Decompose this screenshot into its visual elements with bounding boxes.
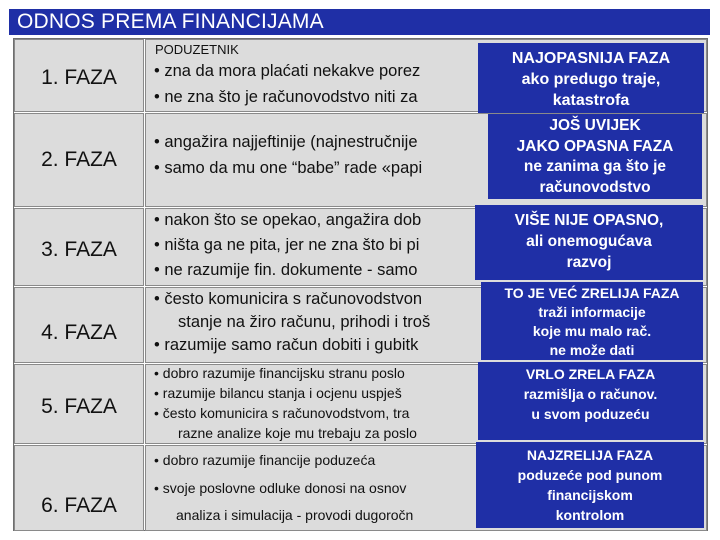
phase-label: 5. FAZA — [14, 364, 144, 444]
callout-line: TO JE VEĆ ZRELIJA FAZA — [504, 285, 680, 301]
phase-label: 6. FAZA — [14, 445, 144, 531]
description-line: • angažira najjeftinije (najnestručnije — [154, 133, 418, 151]
callout-line: u svom poduzeću — [531, 406, 650, 422]
phase-label: 4. FAZA — [14, 287, 144, 363]
callout-line: računovodstvo — [539, 178, 651, 196]
description-line: • često komunicira s računovodstvom, tra — [154, 405, 410, 421]
callout-line: VIŠE NIJE OPASNO, — [514, 212, 664, 229]
description-line: • svoje poslovne odluke donosi na osnov — [154, 480, 407, 496]
description-line: razne analize koje mu trebaju za poslo — [178, 425, 417, 441]
description-line: analiza i simulacija - provodi dugoročn — [176, 507, 414, 523]
phase-5-callout — [478, 362, 703, 440]
description-line: • ništa ga ne pita, jer ne zna što bi pi — [154, 236, 420, 254]
callout-line: koje mu malo rač. — [532, 323, 652, 339]
description-line: • samo da mu one “babe” rade «papi — [154, 159, 423, 177]
description-line: • često komunicira s računovodstvon — [154, 290, 423, 308]
callout-line: ako predugo traje, — [521, 71, 661, 88]
phase-1-callout — [478, 43, 704, 113]
description-line: stanje na žiro računu, prihodi i troš — [178, 313, 431, 331]
description-line: • razumije samo račun dobiti i gubitk — [154, 336, 419, 354]
callout-line: razmišlja o računov. — [523, 386, 658, 402]
phase-label: 3. FAZA — [14, 208, 144, 286]
description-line: • razumije bilancu stanja i ocjenu uspješ — [154, 385, 402, 401]
callout-line: VRLO ZRELA FAZA — [525, 366, 656, 382]
callout-line: poduzeće pod punom — [517, 467, 663, 483]
description-line: • dobro razumije financijsku stranu poslo — [154, 365, 405, 381]
phase-label: 2. FAZA — [14, 113, 144, 207]
description-line: • ne razumije fin. dokumente - samo — [154, 261, 418, 279]
callout-line: razvoj — [566, 254, 612, 271]
slide-title: ODNOS PREMA FINANCIJAMA — [9, 9, 710, 35]
column-header: PODUZETNIK — [155, 42, 239, 57]
description-line: • zna da mora plaćati nekakve porez — [154, 62, 421, 80]
callout-line: NAJOPASNIJA FAZA — [511, 50, 671, 67]
callout-line: ne zanima ga što je — [523, 158, 667, 175]
phase-6-callout — [476, 442, 704, 528]
callout-line: JOŠ UVIJEK — [549, 117, 641, 134]
phase-2-callout — [488, 114, 702, 199]
description-line: • ne zna što je računovodstvo niti za — [154, 88, 418, 106]
phase-3-callout — [475, 205, 703, 280]
callout-line: katastrofa — [552, 92, 630, 109]
callout-line: ne može dati — [549, 342, 635, 358]
description-line: • dobro razumije financije poduzeća — [154, 452, 376, 468]
callout-line: kontrolom — [555, 507, 625, 523]
callout-line: JAKO OPASNA FAZA — [516, 137, 674, 155]
description-line: • nakon što se opekao, angažira dob — [154, 211, 422, 229]
phase-label: 1. FAZA — [14, 39, 144, 112]
callout-line: ali onemogućava — [526, 233, 652, 250]
callout-line: NAJZRELIJA FAZA — [526, 447, 654, 463]
callout-line: traži informacije — [538, 304, 646, 320]
phase-4-callout — [481, 282, 703, 360]
callout-line: financijskom — [547, 487, 633, 503]
